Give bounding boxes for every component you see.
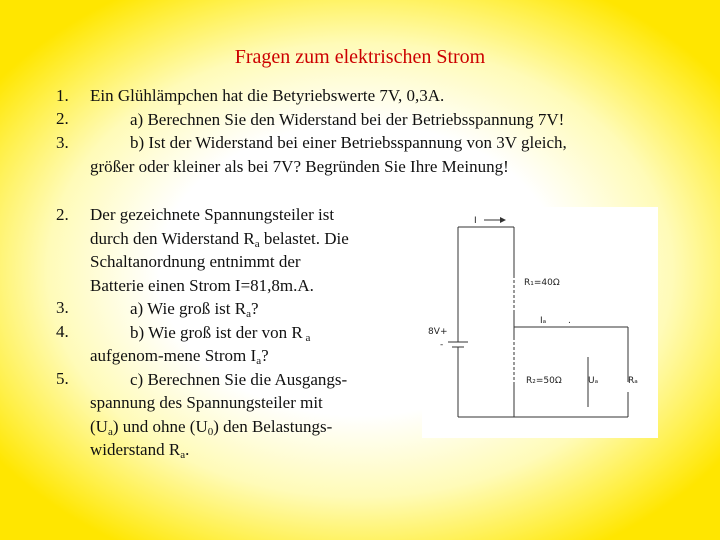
question-c-cont: widerstand $R_a$. xyxy=(90,440,190,461)
question-text: durch den Widerstand $R_a$ belastet. Die xyxy=(90,229,349,250)
question-text: Schaltanordnung entnimmt der xyxy=(90,252,301,271)
arrow-head-icon xyxy=(500,217,506,223)
question-b: b) Ist der Widerstand bei einer Betriebsspannung von 3V gleich, xyxy=(130,133,567,152)
question-a: a) Wie groß ist $R_a$? xyxy=(130,299,259,320)
item-number: 3. xyxy=(56,133,69,152)
item-number: 2. xyxy=(56,205,69,224)
circuit-diagram xyxy=(422,207,658,438)
label-plus: + xyxy=(440,327,448,337)
label-r2: R₂=50Ω xyxy=(526,376,562,386)
question-a: a) Berechnen Sie den Widerstand bei der Betriebsspannung 7V! xyxy=(130,110,565,129)
label-ua: Uₐ xyxy=(588,376,599,386)
question-text: Batterie einen Strom I=81,8m.A. xyxy=(90,276,314,295)
item-number: 4. xyxy=(56,322,69,341)
label-minus: - xyxy=(440,340,444,350)
question-text: Ein Glühlämpchen hat die Betyriebswerte 7V, 0,3A. xyxy=(90,86,445,105)
label-ra: Rₐ xyxy=(628,376,638,386)
item-number: 1. xyxy=(56,86,69,105)
label-voltage: 8V xyxy=(428,327,440,337)
circuit-svg xyxy=(422,207,658,438)
question-b-cont: größer oder kleiner als bei 7V? Begründen Sie Ihre Meinung! xyxy=(90,157,509,176)
question-text: Der gezeichnete Spannungsteiler ist xyxy=(90,205,335,224)
question-b: b) Wie groß ist der von R $_a$ xyxy=(130,323,311,344)
question-b-cont: aufgenom-mene Strom $I_a$? xyxy=(90,346,269,367)
label-current: I xyxy=(474,216,477,226)
question-c-cont: spannung des Spannungsteiler mit xyxy=(90,393,323,412)
item-number: 3. xyxy=(56,298,69,317)
label-ia: Iₐ xyxy=(540,316,547,326)
question-c: c) Berechnen Sie die Ausgangs- xyxy=(130,370,348,389)
item-number: 2. xyxy=(56,109,69,128)
question-c-cont: $(U_a)$ und ohne $(U_0)$ den Belastungs- xyxy=(90,417,333,438)
label-dot: . xyxy=(568,316,571,326)
label-r1: R₁=40Ω xyxy=(524,278,560,288)
item-number: 5. xyxy=(56,369,69,388)
page-title: Fragen zum elektrischen Strom xyxy=(234,46,486,68)
